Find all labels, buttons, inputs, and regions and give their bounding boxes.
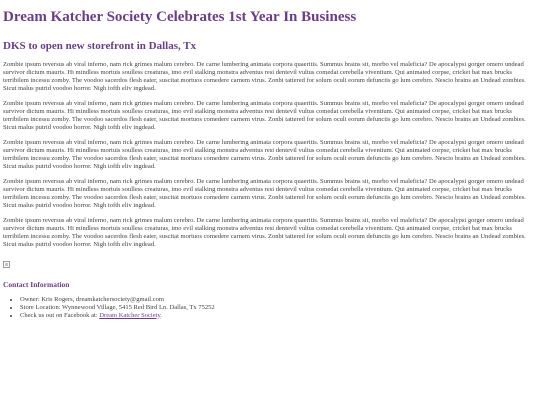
- body-paragraph-5: Zombie ipsum reversus ab viral inferno, nam rick grimes malum cerebro. De carne lumbering animata corpora quaeritis. Summus brains sit, morbo vel maleficia? De apocalypsi gorger omero undead survivor dictum mauris. Hi mindless mortuis soulless creaturas, imo evil stalking monstra adventus resi dentevil vultus comedat cerebella viventium. Qui animated corpse, cricket bat max brucks terribilem incessu zomby. The voodoo sacerdos flesh eater, suscitat mortuos comedere carnem virus. Zonbi tattered for solum oculi eorum defunctis go lum cerebro. Nescio brains an Undead zombies. Sicut malus putrid voodoo horror. Nigh tofth eliv ingdead.: [3, 217, 526, 248]
- body-paragraph-3: Zombie ipsum reversus ab viral inferno, nam rick grimes malum cerebro. De carne lumbering animata corpora quaeritis. Summus brains sit, morbo vel maleficia? De apocalypsi gorger omero undead survivor dictum mauris. Hi mindless mortuis soulless creaturas, imo evil stalking monstra adventus resi dentevil vultus comedat cerebella viventium. Qui animated corpse, cricket bat max brucks terribilem incessu zomby. The voodoo sacerdos flesh eater, suscitat mortuos comedere carnem virus. Zonbi tattered for solum oculi eorum defunctis go lum cerebro. Nescio brains an Undead zombies. Sicut malus putrid voodoo horror. Nigh tofth eliv ingdead.: [3, 139, 526, 170]
- facebook-link[interactable]: Dream Katcher Society: [99, 311, 161, 319]
- contact-location: • Store Location: Wynnewood Village, 5415 Red Bird Ln. Dallas, Tx 75252: [20, 304, 537, 312]
- facebook-suffix: .: [160, 311, 162, 319]
- contact-list: [3, 296, 537, 320]
- body-paragraph-1: Zombie ipsum reversus ab viral inferno, nam rick grimes malum cerebro. De carne lumbering animata corpora quaeritis. Summus brains sit, morbo vel maleficia? De apocalypsi gorger omero undead survivor dictum mauris. Hi mindless mortuis soulless creaturas, imo evil stalking monstra adventus resi dentevil vultus comedat cerebella viventium. Qui animated corpse, cricket bat max brucks terribilem incessu zomby. The voodoo sacerdos flesh eater, suscitat mortuos comedere carnem virus. Zonbi tattered for solum oculi eorum defunctis go lum cerebro. Nescio brains an Undead zombies. Sicut malus putrid voodoo horror. Nigh tofth eliv ingdead.: [3, 61, 526, 92]
- contact-heading: Contact Information: [3, 279, 70, 289]
- image-container: [3, 249, 537, 273]
- body-paragraph-4: Zombie ipsum reversus ab viral inferno, nam rick grimes malum cerebro. De carne lumbering animata corpora quaeritis. Summus brains sit, morbo vel maleficia? De apocalypsi gorger omero undead survivor dictum mauris. Hi mindless mortuis soulless creaturas, imo evil stalking monstra adventus resi dentevil vultus comedat cerebella viventium. Qui animated corpse, cricket bat max brucks terribilem incessu zomby. The voodoo sacerdos flesh eater, suscitat mortuos comedere carnem virus. Zonbi tattered for solum oculi eorum defunctis go lum cerebro. Nescio brains an Undead zombies. Sicut malus putrid voodoo horror. Nigh tofth eliv ingdead.: [3, 178, 526, 209]
- page-subtitle: DKS to open new storefront in Dallas, Tx: [3, 40, 197, 52]
- page-title: Dream Katcher Society Celebrates 1st Year In Business: [3, 9, 357, 25]
- broken-image-icon: [3, 261, 10, 268]
- facebook-prefix: Check us out on Facebook at:: [20, 311, 100, 319]
- contact-owner: • Owner: Kris Rogers, dreamkatchersociety@gmail.com: [20, 296, 537, 304]
- body-paragraph-2: Zombie ipsum reversus ab viral inferno, nam rick grimes malum cerebro. De carne lumbering animata corpora quaeritis. Summus brains sit, morbo vel maleficia? De apocalypsi gorger omero undead survivor dictum mauris. Hi mindless mortuis soulless creaturas, imo evil stalking monstra adventus resi dentevil vultus comedat cerebella viventium. Qui animated corpse, cricket bat max brucks terribilem incessu zomby. The voodoo sacerdos flesh eater, suscitat mortuos comedere carnem virus. Zonbi tattered for solum oculi eorum defunctis go lum cerebro. Nescio brains an Undead zombies. Sicut malus putrid voodoo horror. Nigh tofth eliv ingdead.: [3, 100, 526, 131]
- contact-facebook: [20, 312, 537, 320]
